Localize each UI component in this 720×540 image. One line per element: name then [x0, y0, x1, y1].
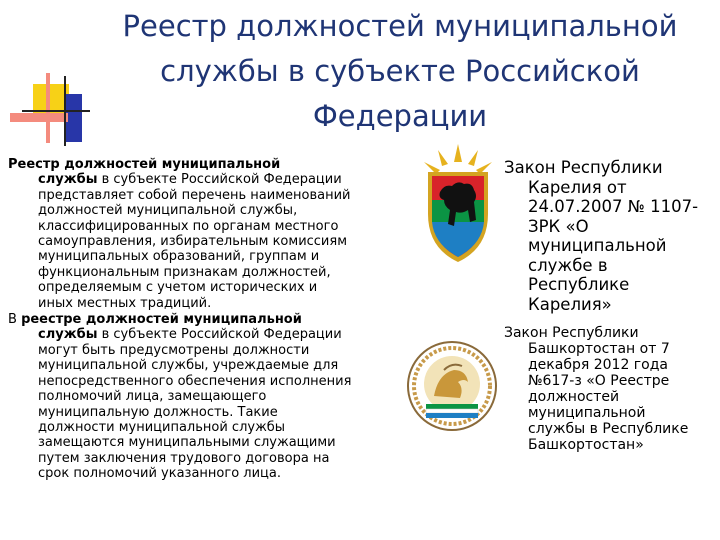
text-line: могут быть предусмотрены должности	[38, 342, 310, 358]
decor-blue-bar	[66, 94, 82, 142]
bashkortostan-law-reference	[500, 325, 710, 453]
title-line: Федерации	[312, 99, 488, 133]
definition-text	[8, 157, 400, 483]
decor-red-line-vertical	[46, 73, 50, 143]
law-line: Башкортостан»	[528, 437, 644, 453]
title-line: службы в субъекте Российской	[160, 54, 640, 88]
law-line: Карелия»	[528, 294, 612, 314]
law-line: муниципальной	[528, 405, 646, 421]
text-line: должности муниципальной службы	[38, 419, 286, 435]
law-line: декабря 2012 года	[528, 357, 668, 373]
law-line: муниципальной	[528, 236, 667, 255]
law-line: Башкортостан от 7	[528, 341, 670, 357]
law-line: Закон Республики	[504, 158, 663, 177]
text-line: службы в субъекте Российской Федерации	[38, 172, 342, 188]
text-line	[8, 157, 280, 172]
text-line: муниципальной службы, учреждаемые для	[38, 358, 339, 374]
text-line: определяемым с учетом исторических и	[38, 280, 318, 296]
law-line: Республике	[528, 275, 630, 294]
text-line: муниципальных образований, группам и	[38, 249, 320, 265]
text-line: должностей муниципальной службы,	[38, 203, 298, 219]
decor-black-line	[22, 110, 90, 112]
decor-red-line	[10, 113, 68, 122]
text-line: самоуправления, избирательным комиссиям	[38, 234, 348, 250]
text-line: представляет собой перечень наименований	[38, 187, 351, 203]
bashkortostan-coat-of-arms-icon	[406, 340, 498, 432]
text-line: замещаются муниципальными служащими	[38, 435, 336, 451]
text-line: В реестре должностей муниципальной	[8, 312, 302, 328]
title-line: Реестр должностей муниципальной	[122, 9, 678, 43]
bold-term: Реестр должностей муниципальной	[8, 157, 281, 172]
text-line: путем заключения трудового договора на	[38, 450, 330, 466]
law-line: должностей	[528, 389, 620, 405]
law-line: ЗРК «О	[528, 216, 589, 236]
paragraph-composition	[8, 312, 400, 481]
text-line: непосредственного обеспечения исполнения	[38, 373, 352, 389]
slide-title	[120, 4, 680, 139]
karelia-law-reference	[500, 158, 710, 314]
paragraph-definition	[8, 157, 400, 311]
text-line: срок полномочий указанного лица.	[38, 466, 281, 482]
law-line: службе в	[528, 255, 608, 275]
text-line: функциональным признакам должностей,	[38, 264, 331, 280]
text-line: полномочий лица, замещающего	[38, 389, 267, 405]
text-line: муниципальную должность. Такие	[38, 404, 278, 420]
law-line: Закон Республики	[504, 325, 639, 341]
text-line: иных местных традиций.	[38, 295, 212, 311]
bold-term: службы	[38, 172, 98, 188]
law-line: службы в Республике	[528, 421, 689, 437]
karelia-coat-of-arms-icon	[418, 144, 498, 266]
text-line: службы в субъекте Российской Федерации	[38, 327, 342, 343]
bold-term: реестре должностей муниципальной	[21, 312, 302, 328]
bold-term: службы	[38, 327, 98, 343]
law-line: №617-з «О Реестре	[528, 373, 670, 389]
law-line: 24.07.2007 № 1107-	[528, 197, 699, 216]
law-line: Карелия от	[528, 177, 627, 197]
text-line: классифицированных по органам местного	[38, 218, 339, 234]
